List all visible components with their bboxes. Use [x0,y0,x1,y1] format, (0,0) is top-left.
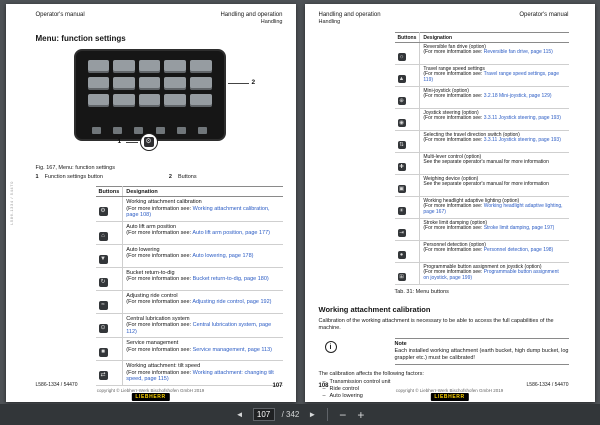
table-row [96,244,283,267]
cross-reference-link[interactable]: Central lubrication system, page 112) [126,322,272,335]
cross-reference-link[interactable]: Programmable button assignment on joystick, page 199) [423,269,559,282]
factor-item: – Auto lowering [323,393,569,400]
display-button [88,77,110,90]
zoom-in-button[interactable]: + [357,407,365,422]
page-header [319,12,569,26]
designation-detail: (For more information see: Bucket return-to-dig, page 180) [126,276,269,282]
cross-reference-link[interactable]: Travel range speed settings, page 119) [423,71,560,84]
display-softkey [92,127,101,134]
manual-page-108 [305,4,595,402]
factor-item: – Ride control [323,386,569,393]
legend-label: Buttons [177,174,197,180]
table-row [395,131,569,153]
programmable-buttons-icon: ⊞ [399,273,404,280]
button-designation: Travel range speed settings [423,65,485,72]
column-header-buttons: Buttons [395,33,420,43]
designation-detail: (For more information see: 3.3.11 Joystick steering, page 193) [423,115,561,122]
cross-reference-link[interactable]: Adjusting ride control, page 192) [192,299,272,305]
designation-detail: (For more information see: Working attachment: changing tilt speed, page 115) [126,369,274,382]
figure-legend [36,174,283,180]
button-designation: Mini-joystick (option) [423,87,469,94]
button-designation: Selecting the travel direction switch (option) [423,131,520,138]
designation-detail: See the separate operator's manual for more information [423,159,549,166]
display-button [190,77,212,90]
service-management-icon: ■ [99,348,108,357]
display-button [113,60,135,73]
display-button [139,94,161,107]
factor-item: – Transmission control unit [323,379,569,386]
table-row [395,65,569,87]
ride-control-icon: ≈ [99,301,108,310]
travel-range-speed-icon: ▲ [398,75,405,82]
designation-detail: (For more information see: Reversible fan drive, page 115) [423,49,553,56]
table-row [96,197,283,222]
callout-2: 2 [251,79,256,86]
button-designation: Working headlight adaptive lighting (option) [423,197,520,204]
designation-detail: (For more information see: Programmable button assignment on joystick, page 199) [423,269,559,282]
table-row [96,313,283,338]
auto-lowering-icon: ▼ [100,255,106,262]
menu-buttons-table [96,186,283,386]
section-intro: Calibration of the working attachment is necessary to be able to access the full capabilities of the machine. [318,318,554,331]
display-button [164,77,186,90]
doc-id: L586-1334 / 54470 [526,382,569,388]
note-title: Note [394,341,407,347]
display-softkey [198,127,207,134]
factors-intro: The calibration affects the following factors: [318,371,424,377]
display-button [190,60,212,73]
joystick-steering-icon: ◉ [399,119,404,126]
function-settings-button [140,133,158,151]
button-designation: Working attachment calibration [126,199,202,205]
designation-detail: (For more information see: Adjusting ride control, page 192) [126,299,272,305]
section-heading: Working attachment calibration [318,305,431,314]
callout-2-line [228,83,249,84]
cross-reference-link[interactable]: 3.3.11 Joystick steering, page 193) [483,115,561,122]
copyright-line: copyright © Liebherr-Werk Bischofshofen GmbH 2019 [96,388,205,393]
copyright-line: copyright © Liebherr-Werk Bischofshofen GmbH 2019 [395,388,504,393]
figure-caption: Fig. 167, Menu: function settings [35,165,115,171]
column-header-buttons: Buttons [96,187,123,197]
bucket-return-to-dig-icon: ↻ [100,278,106,285]
cross-reference-link[interactable]: Working attachment: changing tilt speed, page 115) [126,369,274,382]
designation-detail: (For more information see: Working headlight adaptive lighting, page 167) [423,203,563,216]
mini-joystick-icon: ⊕ [399,97,404,104]
legend-number: 1 [35,174,39,180]
button-designation: Central lubrication system [126,315,190,322]
legend-item [36,174,169,180]
table-row [395,153,569,175]
button-designation: Stroke limit damping (option) [423,219,488,226]
liebherr-logo: LIEBHERR [131,393,169,401]
cross-reference-link[interactable]: Working headlight adaptive lighting, page 167) [423,203,563,216]
header-right: Handling and operation [220,12,283,18]
page-count-label: / 342 [281,410,300,419]
callout-1-line [126,142,138,143]
table-row [96,361,283,386]
page-spread [0,4,600,402]
display-button [164,94,186,107]
cross-reference-link[interactable]: Reversible fan drive, page 115) [483,49,553,56]
page-header [36,12,283,26]
cross-reference-link[interactable]: 3.3.11 Joystick steering, page 193) [483,137,561,144]
page-number-input[interactable]: 107 [253,408,275,421]
button-designation: Auto lowering [126,246,160,253]
table-row [395,263,569,285]
designation-detail: (For more information see: 3.3.11 Joystick steering, page 193) [423,137,561,144]
legend-number: 2 [168,174,172,180]
column-header-designation: Designation [123,187,283,197]
button-designation: Personnel detection (option) [423,241,486,248]
button-designation: Programmable button assignment on joystick (option) [423,263,542,270]
legend-label: Function settings button [44,174,103,180]
display-button-grid [88,60,212,107]
button-designation: Service management [126,340,179,346]
header-left: Handling and operation [318,12,381,18]
display-button [88,94,110,107]
working-attachment-calibration-icon: ⚙ [100,208,106,214]
multi-lever-control-icon: ✚ [399,163,404,170]
cross-reference-link[interactable]: Service management, page 113) [192,346,272,353]
legend-item [169,174,197,180]
button-designation: Joystick steering (option) [423,109,479,116]
button-designation: Multi-lever control (option) [423,153,482,160]
header-left: Operator's manual [35,12,85,18]
designation-detail: (For more information see: 3.2.18 Mini-joystick, page 129) [423,93,552,100]
section-title: Menu: function settings [35,34,126,43]
header-sub: Handling [260,19,283,25]
liebherr-logo: LIEBHERR [430,393,468,401]
weighing-device-icon: ▣ [398,185,405,192]
designation-detail: (For more information see: Stroke limit damping, page 197) [423,225,555,232]
table-row [395,241,569,263]
cross-reference-link[interactable]: Stroke limit damping, page 197) [483,225,555,232]
designation-detail: (For more information see: Auto lift arm position, page 177) [126,230,270,236]
display-softkey [134,127,143,134]
cross-reference-link[interactable]: Personnel detection, page 198) [483,247,554,254]
header-right: Operator's manual [519,12,569,18]
cross-reference-link[interactable]: Auto lowering, page 178) [192,253,254,259]
next-page-button[interactable]: ► [308,410,317,419]
menu-buttons-table-continued [395,32,569,285]
designation-detail: (For more information see: Central lubrication system, page 112) [126,322,272,335]
personnel-detection-icon: ● [398,251,406,259]
table-row [96,267,283,290]
designation-detail: (For more information see: Service management, page 113) [126,346,272,353]
button-designation: Auto lift arm position [126,223,177,230]
callout-1: 1 [117,138,122,145]
display-button [88,60,110,73]
display-button [139,60,161,73]
reversible-fan-drive-icon: ☼ [398,53,405,60]
stroke-limit-damping-icon: ⇥ [399,229,404,236]
table-caption: Tab. 31: Menu buttons [394,289,449,295]
travel-direction-switch-icon: ⇅ [399,141,404,148]
designation-detail: (For more information see: Travel range speed settings, page 119) [423,71,560,84]
tilt-speed-icon: ⇄ [100,372,106,378]
button-designation: Bucket return-to-dig [126,269,175,276]
pdf-toolbar [0,404,600,425]
column-header-designation: Designation [420,33,569,43]
cross-reference-link[interactable]: Working attachment calibration, page 108) [126,205,270,218]
cross-reference-link[interactable]: 3.2.18 Mini-joystick, page 129) [483,93,552,100]
doc-id-vertical: L586-1334 / 54470 [8,181,14,225]
display-button [113,94,135,107]
toolbar-divider [327,408,328,421]
display-softkey [113,127,122,134]
table-row [395,219,569,241]
function-settings-icon: ⚙ [145,138,152,145]
note-box [319,338,569,365]
display-panel [74,49,226,141]
table-row [395,43,569,65]
table-row [96,290,283,313]
designation-detail: (For more information see: Working attachment calibration, page 108) [126,205,270,218]
button-designation: Reversible fan drive (option) [423,43,486,50]
adaptive-lighting-icon: ☀ [399,207,404,214]
zoom-out-button[interactable]: − [339,407,347,422]
button-designation: Adjusting ride control [126,292,178,299]
doc-id: L586-1334 / 54470 [35,382,78,388]
table-row [395,87,569,109]
table-row [395,109,569,131]
display-softkey [156,127,165,134]
table-row [395,175,569,197]
page-number: 108 [318,383,329,389]
central-lubrication-icon: ⊙ [100,324,106,331]
display-softkey [177,127,186,134]
table-row [395,197,569,219]
page-number: 107 [272,383,283,389]
figure-control-display [36,49,283,161]
table-row [96,338,283,361]
display-button [164,60,186,73]
table-row [96,221,283,244]
display-button [113,77,135,90]
auto-lift-arm-position-icon: ⌂ [99,232,108,241]
cross-reference-link[interactable]: Auto lift arm position, page 177) [192,230,270,236]
previous-page-button[interactable]: ◄ [235,410,244,419]
display-button [139,77,161,90]
cross-reference-link[interactable]: Bucket return-to-dig, page 180) [192,276,269,282]
designation-detail: (For more information see: Auto lowering, page 178) [126,253,254,259]
display-button [190,94,212,107]
button-designation: Working attachment: tilt speed [126,363,201,369]
note-icon: i [325,341,337,353]
designation-detail: See the separate operator's manual for more information [423,181,549,188]
note-text: Each installed working attachment (earth bucket, high dump bucket, log grappler etc.) must be calibrated! [394,348,569,361]
designation-detail: (For more information see: Personnel detection, page 198) [423,247,554,254]
manual-page-107 [6,4,296,402]
button-designation: Weighing device (option) [423,175,479,182]
header-sub: Handling [318,19,341,25]
